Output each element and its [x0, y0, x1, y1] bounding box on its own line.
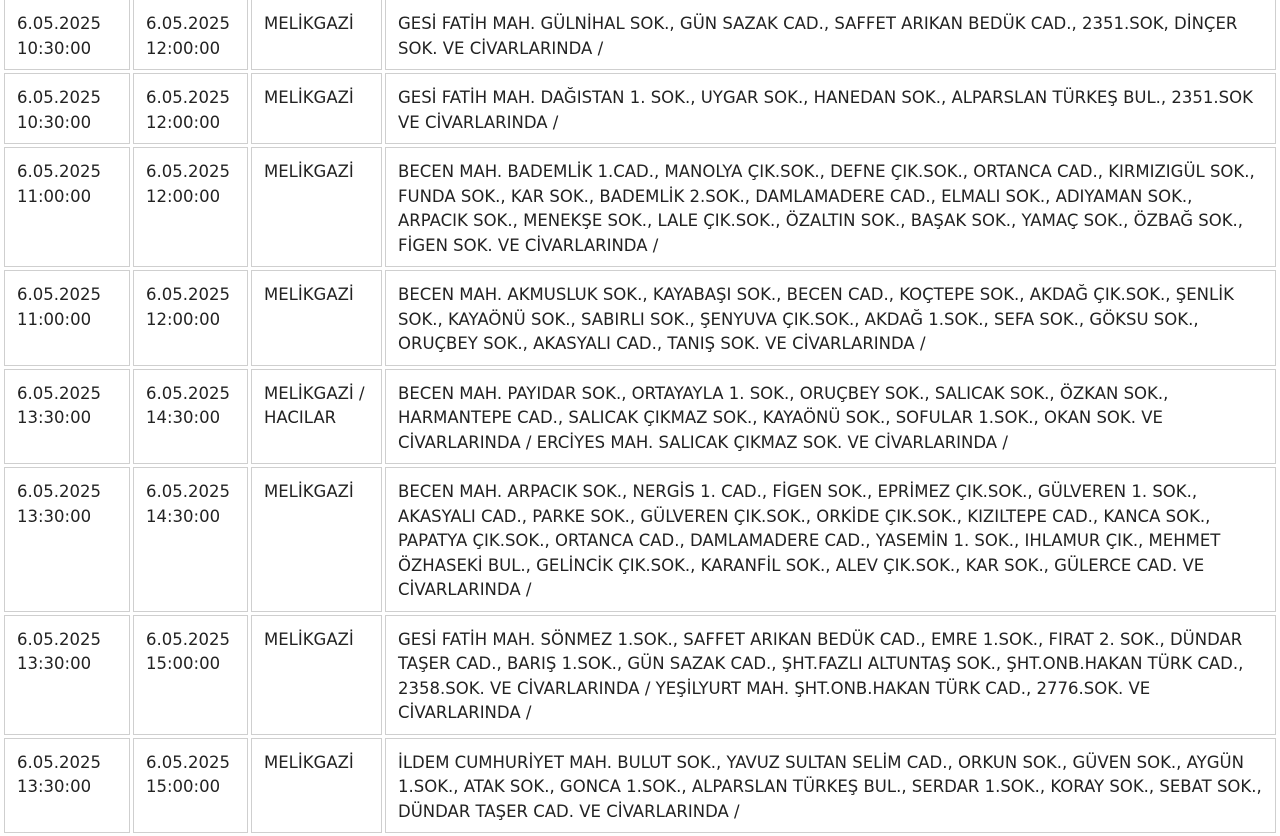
table-row	[4, 0, 1276, 70]
start-cell	[4, 270, 130, 366]
district-cell: MELİKGAZİ	[251, 615, 382, 735]
end-cell	[133, 0, 248, 70]
table-row	[4, 738, 1276, 834]
address-cell	[385, 615, 1276, 735]
end-cell	[133, 738, 248, 834]
end-cell-date: 6.05.2025	[146, 629, 230, 649]
end-cell-time: 15:00:00	[146, 777, 221, 796]
end-cell-date: 6.05.2025	[146, 383, 230, 403]
end-cell-time: 12:00:00	[146, 186, 221, 206]
table-row	[4, 369, 1276, 465]
start-cell-time: 11:00:00	[17, 186, 92, 206]
start-cell-date: 6.05.2025	[17, 629, 101, 649]
start-cell	[4, 738, 130, 834]
address-cell	[385, 738, 1276, 834]
start-cell	[4, 147, 130, 267]
start-cell	[4, 73, 130, 144]
district-cell: MELİKGAZİ / HACILAR	[251, 369, 382, 465]
address-cell	[385, 369, 1276, 465]
end-cell-time: 12:00:00	[146, 112, 221, 132]
district-cell: MELİKGAZİ	[251, 73, 382, 144]
outage-table-body	[4, 0, 1276, 833]
end-cell	[133, 467, 248, 612]
end-cell	[133, 73, 248, 144]
end-cell-date: 6.05.2025	[146, 482, 230, 501]
end-cell-time: 15:00:00	[146, 654, 221, 673]
end-cell	[133, 615, 248, 735]
address-text: GESİ FATİH MAH. GÜLNİHAL SOK., GÜN SAZAK CAD., SAFFET ARIKAN BEDÜK CAD., 2351.SOK, DİNÇER SOK. VE CİVARLARINDA /	[398, 14, 1238, 58]
address-text: BECEN MAH. PAYIDAR SOK., ORTAYAYLA 1. SOK., ORUÇBEY SOK., SALICAK SOK., ÖZKAN SOK., HARMANTEPE CAD., SALICAK ÇIKMAZ SOK., KAYAÖNÜ SOK., SOFULAR 1.SOK., OKAN SOK. VE CİVARLARINDA / ERCİYES MAH. SALICAK ÇIKMAZ SOK. VE CİVARLARINDA /	[398, 383, 1169, 452]
end-cell	[133, 147, 248, 267]
address-cell	[385, 467, 1276, 612]
table-row	[4, 270, 1276, 366]
start-cell-time: 10:30:00	[17, 112, 92, 132]
end-cell-date: 6.05.2025	[146, 14, 230, 33]
table-row	[4, 615, 1276, 735]
end-cell-date: 6.05.2025	[146, 88, 230, 107]
district-cell: MELİKGAZİ	[251, 270, 382, 366]
start-cell	[4, 0, 130, 70]
start-cell-date: 6.05.2025	[17, 14, 101, 33]
start-cell-date: 6.05.2025	[17, 482, 101, 501]
district-cell: MELİKGAZİ	[251, 0, 382, 70]
address-cell	[385, 0, 1276, 70]
start-cell-time: 13:30:00	[17, 408, 92, 427]
outage-table	[1, 0, 1279, 836]
start-cell-date: 6.05.2025	[17, 752, 101, 772]
address-cell	[385, 73, 1276, 144]
start-cell-time: 13:30:00	[17, 506, 92, 526]
start-cell-date: 6.05.2025	[17, 383, 101, 403]
table-row	[4, 73, 1276, 144]
start-cell-time: 13:30:00	[17, 654, 92, 673]
start-cell-time: 11:00:00	[17, 309, 92, 329]
district-cell: MELİKGAZİ	[251, 738, 382, 834]
end-cell-time: 12:00:00	[146, 309, 221, 329]
end-cell-date: 6.05.2025	[146, 285, 230, 304]
address-text: BECEN MAH. ARPACIK SOK., NERGİS 1. CAD., FİGEN SOK., EPRİMEZ ÇIK.SOK., GÜLVEREN 1. SOK., AKASYALI CAD., PARKE SOK., GÜLVEREN ÇIK.SOK., ORKİDE ÇIK.SOK., KIZILTEPE CAD., KANCA SOK., PAPATYA ÇIK.SOK., ORTANCA CAD., DAMLAMADERE CAD., YASEMİN 1. SOK., IHLAMUR ÇIK., MEHMET ÖZHASEKİ BUL., GELİNCİK ÇIK.SOK., KARANFİL SOK., ALEV ÇIK.SOK., KAR SOK., GÜLERCE CAD. VE CİVARLARINDA /	[398, 482, 1221, 599]
address-cell	[385, 147, 1276, 267]
start-cell	[4, 369, 130, 465]
start-cell	[4, 467, 130, 612]
address-text: BECEN MAH. BADEMLİK 1.CAD., MANOLYA ÇIK.SOK., DEFNE ÇIK.SOK., ORTANCA CAD., KIRMIZIGÜL SOK., FUNDA SOK., KAR SOK., BADEMLİK 2.SOK., DAMLAMADERE CAD., ELMALI SOK., ADIYAMAN SOK., ARPACIK SOK., MENEKŞE SOK., LALE ÇIK.SOK., ÖZALTIN SOK., BAŞAK SOK., YAMAÇ SOK., ÖZBAĞ SOK., FİGEN SOK. VE CİVARLARINDA /	[398, 162, 1255, 255]
table-row	[4, 467, 1276, 612]
address-text: BECEN MAH. AKMUSLUK SOK., KAYABAŞI SOK., BECEN CAD., KOÇTEPE SOK., AKDAĞ ÇIK.SOK., ŞENLİK SOK., KAYAÖNÜ SOK., SABIRLI SOK., ŞENYUVA ÇIK.SOK., AKDAĞ 1.SOK., SEFA SOK., GÖKSU SOK., ORUÇBEY SOK., AKASYALI CAD., TANIŞ SOK. VE CİVARLARINDA /	[398, 285, 1234, 353]
district-cell: MELİKGAZİ	[251, 467, 382, 612]
district-cell: MELİKGAZİ	[251, 147, 382, 267]
start-cell-time: 10:30:00	[17, 38, 92, 58]
start-cell-time: 13:30:00	[17, 777, 92, 796]
address-cell	[385, 270, 1276, 366]
end-cell	[133, 270, 248, 366]
address-text: GESİ FATİH MAH. SÖNMEZ 1.SOK., SAFFET ARIKAN BEDÜK CAD., EMRE 1.SOK., FIRAT 2. SOK., DÜNDAR TAŞER CAD., BARIŞ 1.SOK., GÜN SAZAK CAD., ŞHT.FAZLI ALTUNTAŞ SOK., ŞHT.ONB.HAKAN TÜRK CAD., 2358.SOK. VE CİVARLARINDA / YEŞİLYURT MAH. ŞHT.ONB.HAKAN TÜRK CAD., 2776.SOK. VE CİVARLARINDA /	[398, 629, 1244, 722]
end-cell-date: 6.05.2025	[146, 162, 230, 181]
end-cell	[133, 369, 248, 465]
start-cell-date: 6.05.2025	[17, 285, 101, 304]
start-cell-date: 6.05.2025	[17, 88, 101, 107]
address-text: İLDEM CUMHURİYET MAH. BULUT SOK., YAVUZ SULTAN SELİM CAD., ORKUN SOK., GÜVEN SOK., AYGÜN 1.SOK., ATAK SOK., GONCA 1.SOK., ALPARSLAN TÜRKEŞ BUL., SERDAR 1.SOK., KORAY SOK., SEBAT SOK., DÜNDAR TAŞER CAD. VE CİVARLARINDA /	[398, 752, 1262, 821]
end-cell-date: 6.05.2025	[146, 752, 230, 772]
end-cell-time: 14:30:00	[146, 506, 221, 526]
start-cell-date: 6.05.2025	[17, 162, 101, 181]
address-text: GESİ FATİH MAH. DAĞISTAN 1. SOK., UYGAR SOK., HANEDAN SOK., ALPARSLAN TÜRKEŞ BUL., 2351.SOK VE CİVARLARINDA /	[398, 88, 1253, 132]
table-row	[4, 147, 1276, 267]
start-cell	[4, 615, 130, 735]
end-cell-time: 12:00:00	[146, 38, 221, 58]
end-cell-time: 14:30:00	[146, 408, 221, 427]
